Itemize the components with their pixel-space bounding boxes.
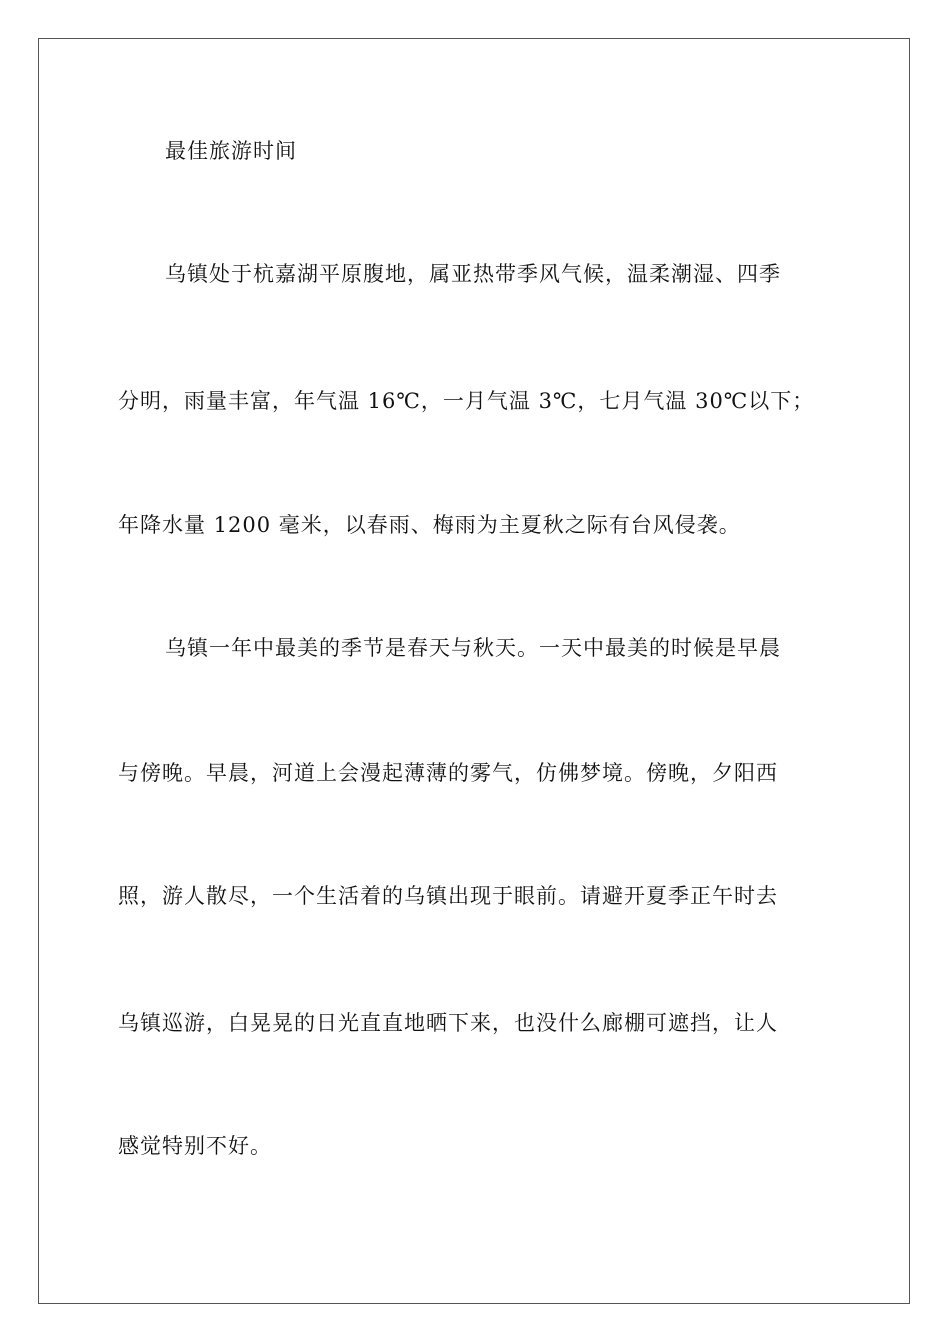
paragraph-2-line-5: 感觉特别不好。 <box>118 1134 272 1158</box>
paragraph-1-line-2: 分明，雨量丰富，年气温 16℃，一月气温 3℃，七月气温 30℃以下； <box>118 389 815 413</box>
section-heading: 最佳旅游时间 <box>165 139 297 163</box>
paragraph-2-line-1: 乌镇一年中最美的季节是春天与秋天。一天中最美的时候是早晨 <box>165 636 781 660</box>
paragraph-1-line-1: 乌镇处于杭嘉湖平原腹地，属亚热带季风气候，温柔潮湿、四季 <box>165 262 781 286</box>
paragraph-2-line-3: 照，游人散尽，一个生活着的乌镇出现于眼前。请避开夏季正午时去 <box>118 884 778 908</box>
paragraph-1-line-3: 年降水量 1200 毫米，以春雨、梅雨为主夏秋之际有台风侵袭。 <box>118 513 741 537</box>
paragraph-2-line-2: 与傍晚。早晨，河道上会漫起薄薄的雾气，仿佛梦境。傍晚，夕阳西 <box>118 761 778 785</box>
paragraph-2-line-4: 乌镇巡游，白晃晃的日光直直地晒下来，也没什么廊棚可遮挡，让人 <box>118 1011 778 1035</box>
page-border <box>38 38 910 1304</box>
